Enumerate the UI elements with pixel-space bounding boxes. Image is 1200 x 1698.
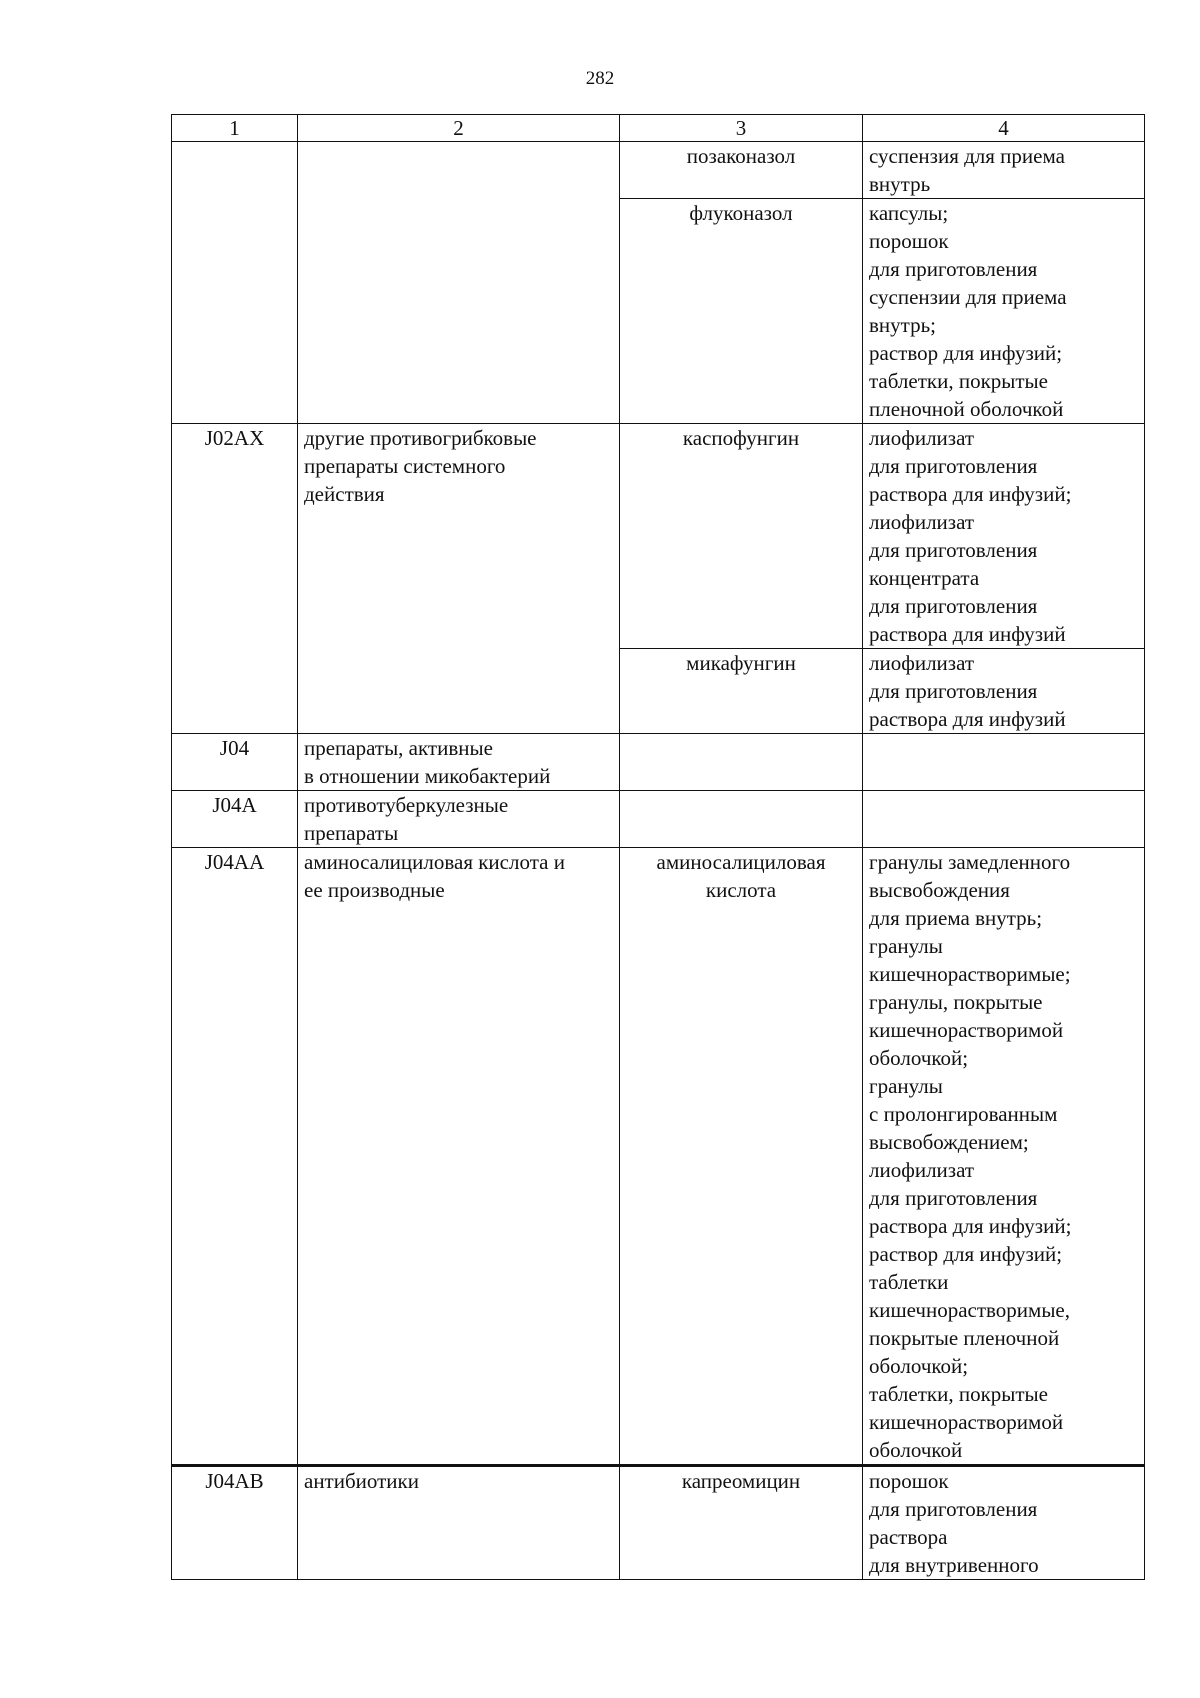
table-row [172,424,1145,649]
drug-name-cell: каспофунгин [620,424,863,649]
drug-group-cell: антибиотики [298,1466,620,1580]
header-cell-1: 1 [172,115,298,142]
header-row [172,115,1145,142]
drug-group-cell: противотуберкулезные препараты [298,791,620,848]
atc-code-cell [172,142,298,424]
table-row [172,142,1145,199]
header-cell-2: 2 [298,115,620,142]
dosage-forms-cell: гранулы замедленного высвобождения для приема внутрь; гранулы кишечнорастворимые; гранулы, покрытые кишечнорастворимой оболочкой; гранулы с пролонгированным высвобождением; лиофилизат для приготовления раствора для инфузий; раствор для инфузий; таблетки кишечнорастворимые, покрытые пленочной оболочкой; таблетки, покрытые кишечнорастворимой оболочкой [863,848,1145,1466]
dosage-forms-cell: суспензия для приема внутрь [863,142,1145,199]
drug-group-cell: препараты, активные в отношении микобактерий [298,734,620,791]
drug-name-cell: позаконазол [620,142,863,199]
atc-code-cell: J04 [172,734,298,791]
header-cell-4: 4 [863,115,1145,142]
drug-classification-table [171,114,1145,1580]
dosage-forms-cell: порошок для приготовления раствора для внутривенного [863,1466,1145,1580]
table-row [172,1466,1145,1580]
drug-group-cell [298,142,620,424]
table-row [172,734,1145,791]
dosage-forms-cell: лиофилизат для приготовления раствора для инфузий; лиофилизат для приготовления концентрата для приготовления раствора для инфузий [863,424,1145,649]
drug-name-cell: флуконазол [620,199,863,424]
table-row [172,791,1145,848]
drug-name-cell: капреомицин [620,1466,863,1580]
drug-name-cell: микафунгин [620,649,863,734]
page-number: 282 [585,68,615,89]
dosage-forms-cell [863,734,1145,791]
drug-group-cell: аминосалициловая кислота и ее производные [298,848,620,1466]
atc-code-cell: J04AB [172,1466,298,1580]
drug-group-cell: другие противогрибковые препараты системного действия [298,424,620,734]
table-row [172,848,1145,1466]
dosage-forms-cell: капсулы; порошок для приготовления суспензии для приема внутрь; раствор для инфузий; таблетки, покрытые пленочной оболочкой [863,199,1145,424]
dosage-forms-cell: лиофилизат для приготовления раствора для инфузий [863,649,1145,734]
dosage-forms-cell [863,791,1145,848]
atc-code-cell: J02AX [172,424,298,734]
drug-name-cell: аминосалициловая кислота [620,848,863,1466]
drug-name-cell [620,734,863,791]
atc-code-cell: J04AA [172,848,298,1466]
atc-code-cell: J04A [172,791,298,848]
header-cell-3: 3 [620,115,863,142]
table-body [172,142,1145,1580]
drug-name-cell [620,791,863,848]
